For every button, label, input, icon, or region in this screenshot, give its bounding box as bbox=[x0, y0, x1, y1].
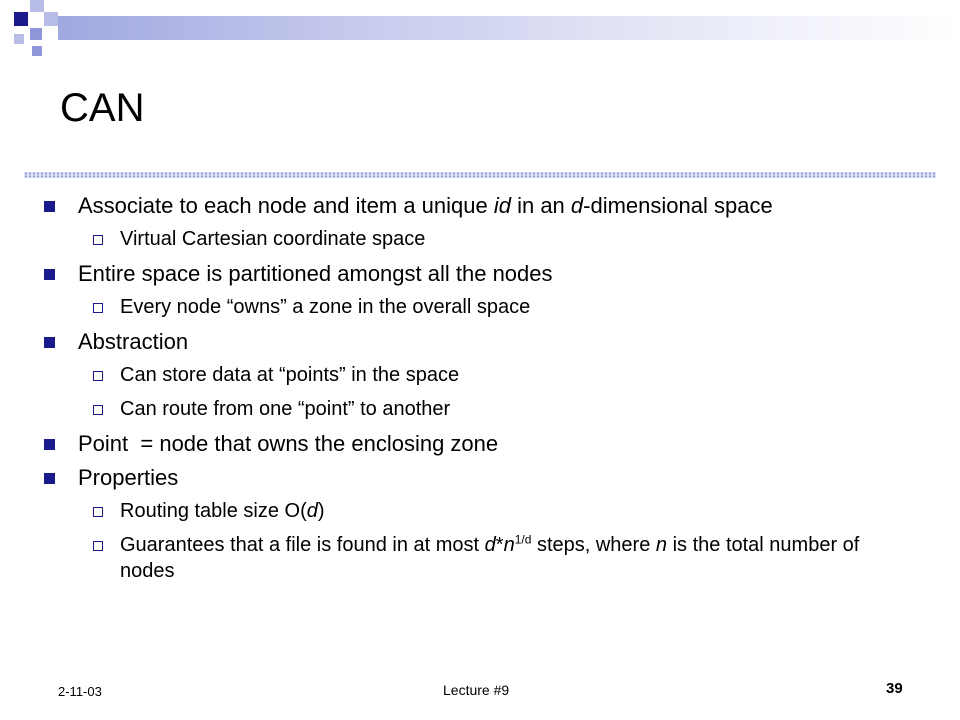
square-bullet-icon bbox=[44, 201, 55, 212]
header-gradient-bar bbox=[58, 16, 960, 40]
square-bullet-icon bbox=[44, 337, 55, 348]
decor-square-mid bbox=[32, 46, 42, 56]
square-bullet-icon bbox=[44, 439, 55, 450]
page-number: 39 bbox=[886, 680, 903, 697]
bullet-text: Abstraction bbox=[78, 329, 189, 354]
decor-square-light bbox=[30, 0, 44, 12]
hollow-square-bullet-icon bbox=[93, 507, 103, 517]
square-bullet-icon bbox=[44, 473, 55, 484]
title-divider bbox=[24, 172, 936, 178]
bullet-item bbox=[44, 430, 924, 458]
sub-bullet-text: Every node “owns” a zone in the overall space bbox=[120, 296, 531, 318]
hollow-square-bullet-icon bbox=[93, 235, 103, 245]
hollow-square-bullet-icon bbox=[93, 405, 103, 415]
sub-bullet-text: Routing table size O(d) bbox=[120, 500, 325, 522]
decor-square-light bbox=[14, 34, 24, 44]
square-bullet-icon bbox=[44, 269, 55, 280]
sub-bullet-text: Can route from one “point” to another bbox=[120, 398, 451, 420]
bullet-item bbox=[44, 192, 924, 220]
bullet-item bbox=[44, 328, 924, 356]
sub-bullet-item bbox=[44, 226, 924, 252]
sub-bullet-item bbox=[44, 396, 924, 422]
sub-bullet-text: Guarantees that a file is found in at most $d*n^{1/d}$ steps, where n is the total number of nodes bbox=[120, 532, 860, 582]
hollow-square-bullet-icon bbox=[93, 541, 103, 551]
decor-square-dark bbox=[14, 12, 28, 26]
footer-date: 2-11-03 bbox=[58, 684, 102, 699]
bullet-text: Associate to each node and item a unique id in an d-dimensional space bbox=[78, 193, 773, 218]
decor-square-light bbox=[44, 12, 58, 26]
bullet-text: Point = node that owns the enclosing zone bbox=[78, 431, 499, 456]
slide-title: CAN bbox=[60, 86, 145, 130]
bullet-text: Properties bbox=[78, 465, 179, 490]
sub-bullet-item bbox=[44, 532, 924, 584]
bullet-item bbox=[44, 464, 924, 492]
bullet-text: Entire space is partitioned amongst all the nodes bbox=[78, 261, 553, 286]
sub-bullet-item bbox=[44, 362, 924, 388]
bullet-list bbox=[44, 192, 924, 592]
hollow-square-bullet-icon bbox=[93, 371, 103, 381]
bullet-item bbox=[44, 260, 924, 288]
footer-lecture-label: Lecture #9 bbox=[443, 682, 510, 698]
hollow-square-bullet-icon bbox=[93, 303, 103, 313]
sub-bullet-text: Virtual Cartesian coordinate space bbox=[120, 228, 426, 250]
sub-bullet-item bbox=[44, 498, 924, 524]
sub-bullet-text: Can store data at “points” in the space bbox=[120, 364, 460, 386]
sub-bullet-item bbox=[44, 294, 924, 320]
decor-square-mid bbox=[30, 28, 42, 40]
